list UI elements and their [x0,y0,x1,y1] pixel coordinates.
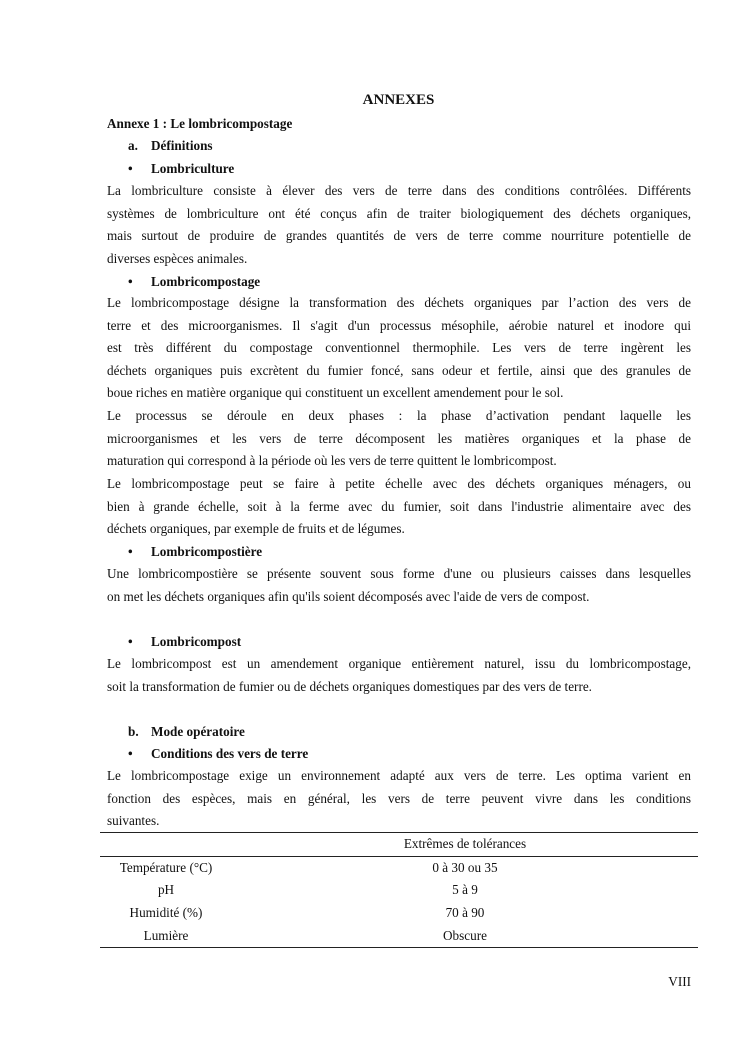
paragraph-lombricompost [107,653,691,698]
section-a-heading [128,138,213,154]
bullet-icon: • [128,544,133,559]
table-cell-value: 5 à 9 [452,882,478,898]
table-row [100,924,698,947]
text-line: mais surtout de produire de grandes quantités de vers de terre comme nourriture potentielle de [107,228,691,244]
section-b-marker: b. [128,724,139,739]
bullet-icon: • [128,274,133,289]
paragraph-lombricompostiere [107,563,691,608]
bullet-icon: • [128,634,133,649]
text-line: Le lombricompost est un amendement organique entièrement naturel, issu du lombricompostage, [107,656,691,671]
table-cell-param: Lumière [100,924,232,947]
paragraph-lombricompostage-1 [107,292,691,405]
bullet-label: Conditions des vers de terre [151,746,309,761]
tolerance-table [100,832,698,948]
table-cell-param: Humidité (%) [129,905,203,921]
text-line: boue riches en matière organique qui constituent un excellent amendement pour le sol. [107,385,564,401]
text-line: Le lombricompostage exige un environnement adapté aux vers de terre. Les optima varient en [107,768,691,783]
table-header-empty [100,833,232,857]
text-line: systèmes de lombriculture ont été conçus afin de traiter biologiquement des déchets organiques, [107,205,691,221]
section-b-label: Mode opératoire [151,724,245,739]
text-line: microorganismes et les vers de terre décomposent les matières organiques et la phase de [107,430,691,446]
page-number: VIII [668,974,691,989]
text-line: est très différent du compostage conventionnel thermophile. Les vers de terre ingèrent les [107,340,691,356]
text-line: on met les déchets organiques afin qu'ils soient décomposés avec l'aide de vers de compost. [107,588,590,604]
bullet-lombriculture [128,161,234,177]
table-cell-param: pH [157,882,175,898]
text-line: Le lombricompostage peut se faire à petite échelle avec des déchets organiques ménagers, ou [107,476,691,491]
bullet-label: Lombricompostière [151,544,263,559]
text-line: déchets organiques, par exemple de fruits et de légumes. [107,521,405,537]
table-row [100,879,698,902]
paragraph-lombricompostage-3 [107,473,691,541]
bullet-label: Lombricompost [151,634,242,649]
text-line: diverses espèces animales. [107,250,248,266]
text-line: soit la transformation de fumier ou de déchets organiques domestiques par des vers de terre. [107,678,592,694]
bullet-icon: • [128,746,133,761]
bullet-label: Lombricompostage [151,274,261,289]
text-line: maturation qui correspond à la période où les vers de terre quittent le lombricompost. [107,453,557,469]
table-cell-value: 0 à 30 ou 35 [432,859,498,875]
section-b-heading [128,724,245,740]
bullet-lombricompostage [128,274,260,290]
bullet-icon: • [128,161,133,176]
paragraph-lombricompostage-2 [107,405,691,473]
bullet-lombricompost [128,634,241,650]
table-row [100,902,698,925]
text-line: Le lombricompostage désigne la transformation des déchets organiques par l’action des vers de [107,295,691,310]
text-line: suivantes. [107,813,160,829]
table-cell-param: Température (°C) [119,859,213,875]
table-row [100,856,698,879]
bullet-lombricompostiere [128,544,262,560]
paragraph-conditions [107,765,691,833]
paragraph-lombriculture [107,180,691,270]
bullet-label: Lombriculture [151,161,235,176]
text-line: Une lombricompostière se présente souvent sous forme d'une ou plusieurs caisses dans lesquelles [107,566,691,581]
text-line: Le processus se déroule en deux phases : la phase d’activation pendant laquelle les [107,408,691,423]
text-line: terre et des microorganismes. Il s'agit d'un processus mésophile, aérobie naturel et inodore qui [107,317,691,333]
section-a-label: Définitions [151,138,213,153]
table-header-tolerances: Extrêmes de tolérances [232,833,698,857]
table-header-row [100,833,698,857]
text-line: fonction des espèces, mais en général, les vers de terre peuvent vivre dans les conditions [107,790,691,806]
section-a-marker: a. [128,138,138,153]
table-cell-value: Obscure [232,924,698,947]
annex-heading: Annexe 1 : Le lombricompostage [107,116,293,131]
text-line: déchets organiques puis excrètent du fumier foncé, sans odeur et fertile, ainsi que des granules de [107,362,691,378]
text-line: La lombriculture consiste à élever des vers de terre dans des conditions contrôlées. Différents [107,183,691,198]
table-cell-value: 70 à 90 [445,905,485,921]
text-line: bien à grande échelle, soit à la ferme avec du fumier, soit dans l'industrie alimentaire avec des [107,498,691,514]
bullet-conditions [128,746,308,762]
page-title: ANNEXES [362,92,435,108]
